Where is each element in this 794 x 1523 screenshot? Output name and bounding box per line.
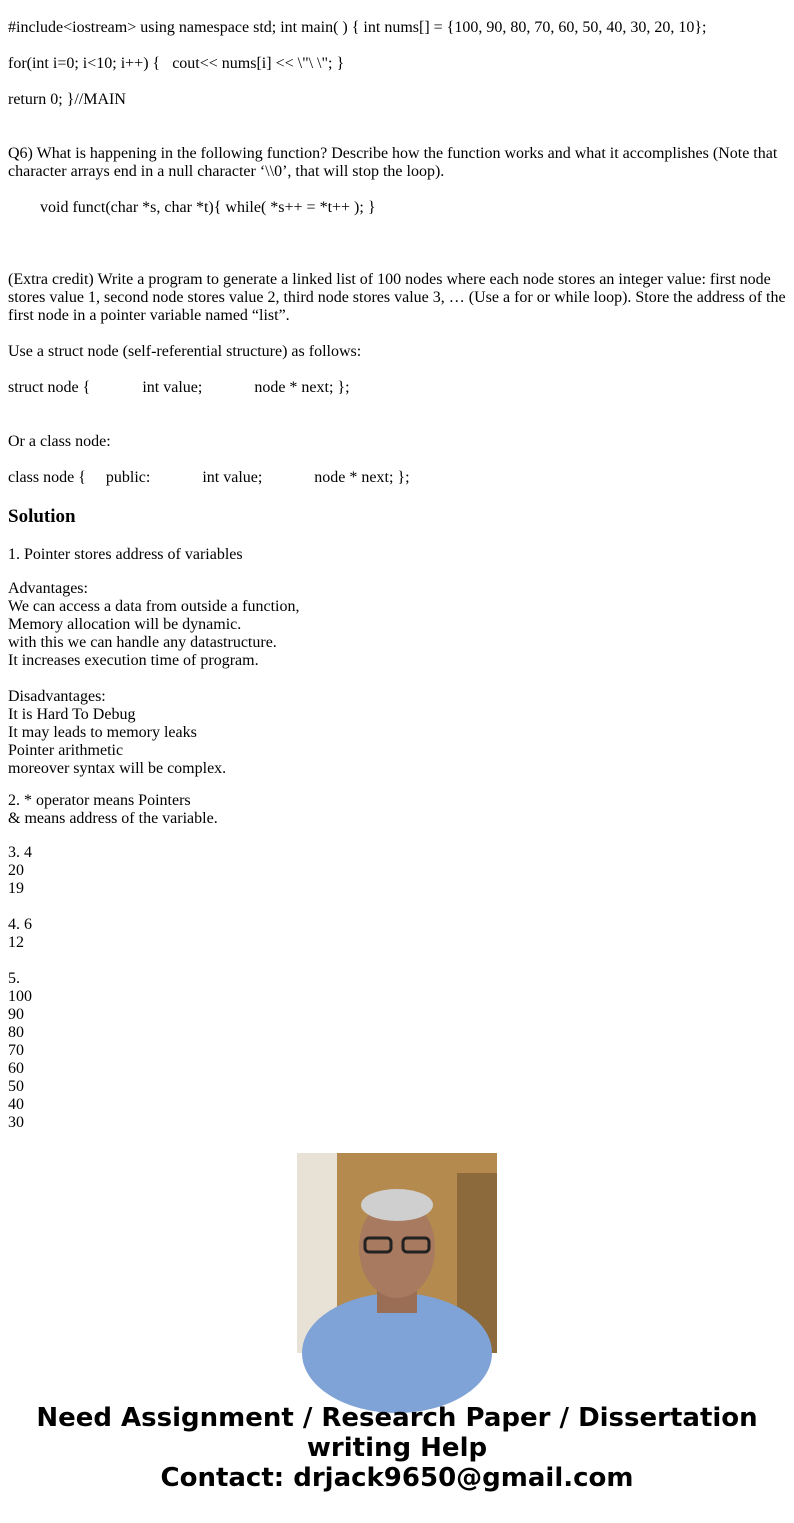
answer-2: 2. * operator means Pointers & means address of the variable. [8,792,218,827]
question-6: Q6) What is happening in the following function? Describe how the function works and what it accomplishes (Note that character arrays end in a null character ‘\\0’, that will stop the loop). [8,145,782,180]
class-code: class node { public: int value; node * next; }; [8,469,410,486]
answer-1: 1. Pointer stores address of variables [8,546,243,563]
answer-5: 5. 100 90 80 70 60 50 40 30 [8,970,32,1131]
code-line-3: return 0; }//MAIN [8,91,126,108]
footer-email: Contact: drjack9650@gmail.com [160,1463,634,1493]
code-line-2: for(int i=0; i<10; i++) { cout<< nums[i] << \"\ \"; } [8,55,345,72]
disadvantages: Disadvantages: It is Hard To Debug It may leads to memory leaks Pointer arithmetic moreover syntax will be complex. [8,688,227,777]
answer-4: 4. 6 12 [8,916,32,951]
struct-code: struct node { int value; node * next; }; [8,379,350,396]
author-avatar [297,1153,497,1353]
solution-heading: Solution [8,506,76,527]
code-line-1: #include<iostream> using namespace std; int main( ) { int nums[] = {100, 90, 80, 70, 60, 50, 40, 30, 20, 10}; [8,19,707,36]
struct-intro: Use a struct node (self-referential structure) as follows: [8,343,362,360]
footer-contact [0,1403,794,1493]
answer-3: 3. 4 20 19 [8,844,32,897]
advantages: Advantages: We can access a data from outside a function, Memory allocation will be dynamic. with this we can handle any datastructure. It increases execution time of program. [8,580,300,669]
class-intro: Or a class node: [8,433,111,450]
extra-credit-question: (Extra credit) Write a program to generate a linked list of 100 nodes where each node stores an integer value: first node stores value 1, second node stores value 2, third node stores value 3, … (Use a for or while loop). Store the address of the first node in a pointer variable named “list”. [8,271,790,324]
footer-help-text: Need Assignment / Research Paper / Dissertation writing Help [36,1403,758,1463]
question-6-code: void funct(char *s, char *t){ while( *s++ = *t++ ); } [40,199,376,216]
